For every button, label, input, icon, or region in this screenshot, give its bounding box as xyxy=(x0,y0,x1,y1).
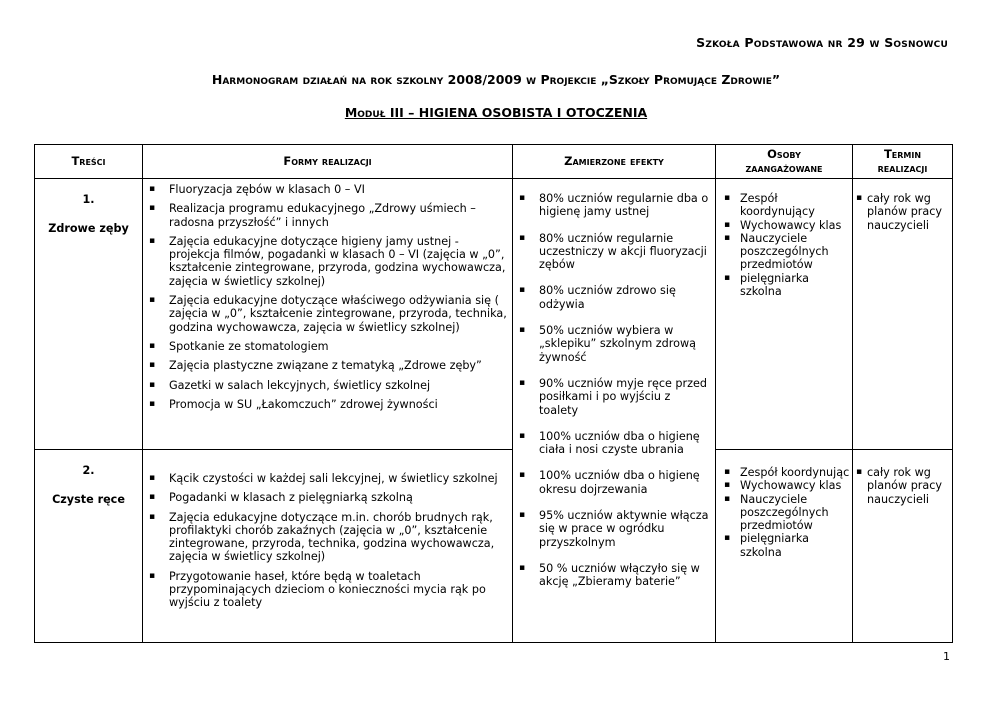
header-termin-line2: realizacji xyxy=(877,160,928,175)
list-item: ▪ Promocja w SU „Łakomczuch” zdrowej żywności xyxy=(143,398,512,411)
list-item: ▪ pielęgniarka szkolna xyxy=(716,532,852,559)
list-item: ▪ pielęgniarka szkolna xyxy=(716,272,852,299)
list-item: ▪ Kącik czystości w każdej sali lekcyjnej, w świetlicy szkolnej xyxy=(143,472,512,485)
tresci-cell xyxy=(35,179,143,450)
list-item: ▪ 95% uczniów aktywnie włącza się w prace w ogródku przyszkolnym xyxy=(513,509,709,549)
termin-cell xyxy=(853,450,953,643)
list-item: ▪ Zajęcia plastyczne związane z tematyką „Zdrowe zęby” xyxy=(143,359,512,372)
list-item: ▪ 90% uczniów myje ręce przed posiłkami i po wyjściu z toalety xyxy=(513,377,709,417)
header-formy: Formy realizacji xyxy=(143,145,513,179)
formy-cell xyxy=(143,450,513,643)
header-osoby-line2: zaangażowane xyxy=(745,160,823,175)
list-item: ▪ Fluoryzacja zębów w klasach 0 – VI xyxy=(143,183,512,196)
list-item: ▪ 50% uczniów wybiera w „sklepiku” szkolnym zdrową żywność xyxy=(513,324,709,364)
school-name: Szkoła Podstawowa nr 29 w Sosnowcu xyxy=(696,35,948,50)
list-item: ▪ 100% uczniów dba o higienę okresu dojrzewania xyxy=(513,469,709,496)
document-title: Harmonogram działań na rok szkolny 2008/2009 w Projekcie „Szkoły Promujące Zdrowie” xyxy=(211,72,781,87)
osoby-cell xyxy=(716,450,853,643)
module-prefix: Moduł xyxy=(344,105,386,120)
list-item: ▪ cały rok wg planów pracy nauczycieli xyxy=(853,192,952,232)
list-item: ▪ Spotkanie ze stomatologiem xyxy=(143,340,512,353)
list-item: ▪ cały rok wg planów pracy nauczycieli xyxy=(853,466,952,506)
list-item: ▪ Wychowawcy klas xyxy=(716,479,852,492)
list-item: ▪ Zespół koordynujący xyxy=(716,192,852,219)
list-item: ▪ 100% uczniów dba o higienę ciała i nosi czyste ubrania xyxy=(513,430,709,457)
list-item: ▪ Gazetki w salach lekcyjnych, świetlicy szkolnej xyxy=(143,379,512,392)
list-item: ▪ Zajęcia edukacyjne dotyczące właściwego odżywiania się ( zajęcia w „0”, kształcenie zintegrowane, przyroda, technika, godzina wychowawcza, zajęcia w świetlicy szkolnej) xyxy=(143,294,512,334)
list-item: ▪ 50 % uczniów włączyło się w akcję „Zbieramy baterie” xyxy=(513,562,709,589)
table-row xyxy=(35,179,953,450)
header-termin-line1: Termin xyxy=(883,147,922,162)
termin-cell xyxy=(853,179,953,450)
page-number: 1 xyxy=(943,650,950,663)
table-row xyxy=(35,450,953,643)
osoby-cell xyxy=(716,179,853,450)
header-efekty: Zamierzone efekty xyxy=(513,145,716,179)
tresci-cell xyxy=(35,450,143,643)
list-item: ▪ Nauczyciele poszczególnych przedmiotów xyxy=(716,493,852,533)
list-item: ▪ Przygotowanie haseł, które będą w toaletach przypominających dzieciom o konieczności mycia rąk po wyjściu z toalety xyxy=(143,570,512,610)
header-tresci: Treści xyxy=(35,145,143,179)
list-item: ▪ Zajęcia edukacyjne dotyczące higieny jamy ustnej - projekcja filmów, pogadanki w klasach 0 – VI (zajęcia w „0”, kształcenie zintegrowane, przyroda, godzina wychowawcza, zajęcia w świetlicy szkolnej) xyxy=(143,235,512,288)
header-termin xyxy=(853,145,953,179)
module-title xyxy=(0,105,992,120)
efekty-cell xyxy=(513,179,716,643)
table-header-row xyxy=(35,145,953,179)
list-item: ▪ Zespół koordynując xyxy=(716,466,852,479)
list-item: ▪ Nauczyciele poszczególnych przedmiotów xyxy=(716,232,852,272)
list-item: ▪ 80% uczniów regularnie dba o higienę jamy ustnej xyxy=(513,192,709,219)
row-topic: Zdrowe zęby xyxy=(48,222,129,236)
header-osoby-line1: Osoby xyxy=(767,147,801,162)
list-item: ▪ Wychowawcy klas xyxy=(716,219,852,232)
module-name: III – HIGIENA OSOBISTA I OTOCZENIA xyxy=(385,105,648,120)
formy-cell xyxy=(143,179,513,450)
list-item: ▪ Realizacja programu edukacyjnego „Zdrowy uśmiech – radosna przyszłość” i innych xyxy=(143,202,512,229)
header-osoby xyxy=(716,145,853,179)
list-item: ▪ Pogadanki w klasach z pielęgniarką szkolną xyxy=(143,491,512,504)
schedule-table xyxy=(34,144,953,643)
row-number: 1. xyxy=(82,193,95,206)
row-topic: Czyste ręce xyxy=(52,493,125,507)
list-item: ▪ 80% uczniów zdrowo się odżywia xyxy=(513,284,709,311)
list-item: ▪ Zajęcia edukacyjne dotyczące m.in. chorób brudnych rąk, profilaktyki chorób zakaźnych (zajęcia w „0”, kształcenie zintegrowane, przyroda, technika, godzina wychowawcza, zajęcia w świetlicy szkolnej) xyxy=(143,511,512,564)
row-number: 2. xyxy=(82,464,95,477)
list-item: ▪ 80% uczniów regularnie uczestniczy w akcji fluoryzacji zębów xyxy=(513,232,709,272)
